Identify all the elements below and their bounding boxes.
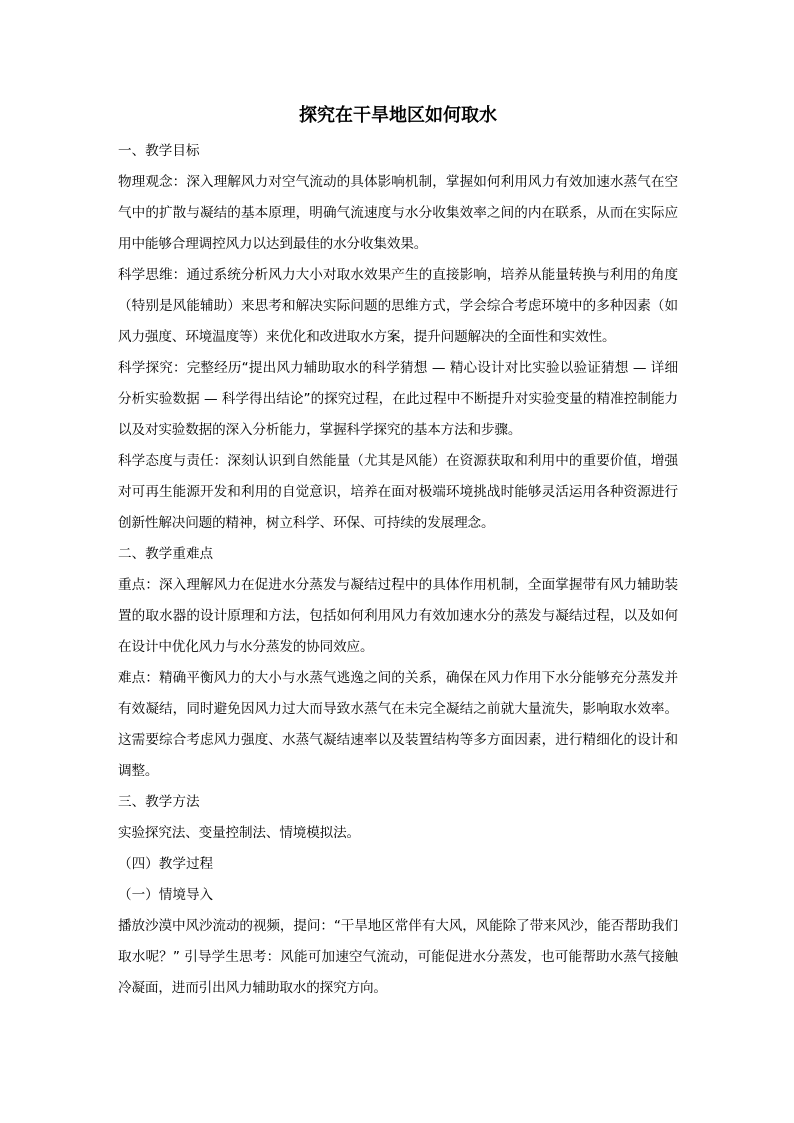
- section-heading-process: （四）教学过程: [118, 856, 214, 872]
- section-heading-objectives: 一、教学目标: [118, 143, 200, 159]
- document-title: 探究在干旱地区如何取水: [299, 105, 497, 126]
- subsection-heading-introduction: （一）情境导入: [118, 887, 214, 903]
- paragraph-scientific-attitude: 科学态度与责任：深刻认识到自然能量（尤其是风能）在资源获取和利用中的重要价值，增强对可再生能源开发和利用的自觉意识，培养在面对极端环境挑战时能够灵活运用各种资源进行创新性解决问题的精神，树立科学、环保、可持续的发展理念。: [118, 453, 678, 531]
- document-page: [118, 96, 678, 1004]
- paragraph-scientific-inquiry: 科学探究：完整经历“提出风力辅助取水的科学猜想 — 精心设计对比实验以验证猜想 — 详细分析实验数据 — 科学得出结论”的探究过程，在此过程中不断提升对实验变量的精准控制能力以及对实验数据的深入分析能力，掌握科学探究的基本方法和步骤。: [118, 360, 678, 438]
- section-heading-key-points: 二、教学重难点: [118, 546, 214, 562]
- paragraph-difficult-point: 难点：精确平衡风力的大小与水蒸气逃逸之间的关系，确保在风力作用下水分能够充分蒸发并有效凝结，同时避免因风力过大而导致水蒸气在未完全凝结之前就大量流失，影响取水效率。这需要综合考虑风力强度、水蒸气凝结速率以及装置结构等多方面因素，进行精细化的设计和调整。: [118, 670, 678, 779]
- paragraph-physics-concept: 物理观念：深入理解风力对空气流动的具体影响机制，掌握如何利用风力有效加速水蒸气在空气中的扩散与凝结的基本原理，明确气流速度与水分收集效率之间的内在联系，从而在实际应用中能够合理调控风力以达到最佳的水分收集效果。: [118, 174, 678, 252]
- paragraph-scientific-thinking: 科学思维：通过系统分析风力大小对取水效果产生的直接影响，培养从能量转换与利用的角度（特别是风能辅助）来思考和解决实际问题的思维方式，学会综合考虑环境中的多种因素（如风力强度、环境温度等）来优化和改进取水方案，提升问题解决的全面性和实效性。: [118, 267, 678, 345]
- section-heading-methods: 三、教学方法: [118, 794, 200, 810]
- paragraph-methods: 实验探究法、变量控制法、情境模拟法。: [118, 825, 360, 841]
- paragraph-introduction: 播放沙漠中风沙流动的视频，提问：“干旱地区常伴有大风，风能除了带来风沙，能否帮助我们取水呢？” 引导学生思考：风能可加速空气流动，可能促进水分蒸发，也可能帮助水蒸气接触冷凝面，进而引出风力辅助取水的探究方向。: [118, 918, 678, 996]
- paragraph-key-point: 重点：深入理解风力在促进水分蒸发与凝结过程中的具体作用机制，全面掌握带有风力辅助装置的取水器的设计原理和方法，包括如何利用风力有效加速水分的蒸发与凝结过程，以及如何在设计中优化风力与水分蒸发的协同效应。: [118, 577, 678, 655]
